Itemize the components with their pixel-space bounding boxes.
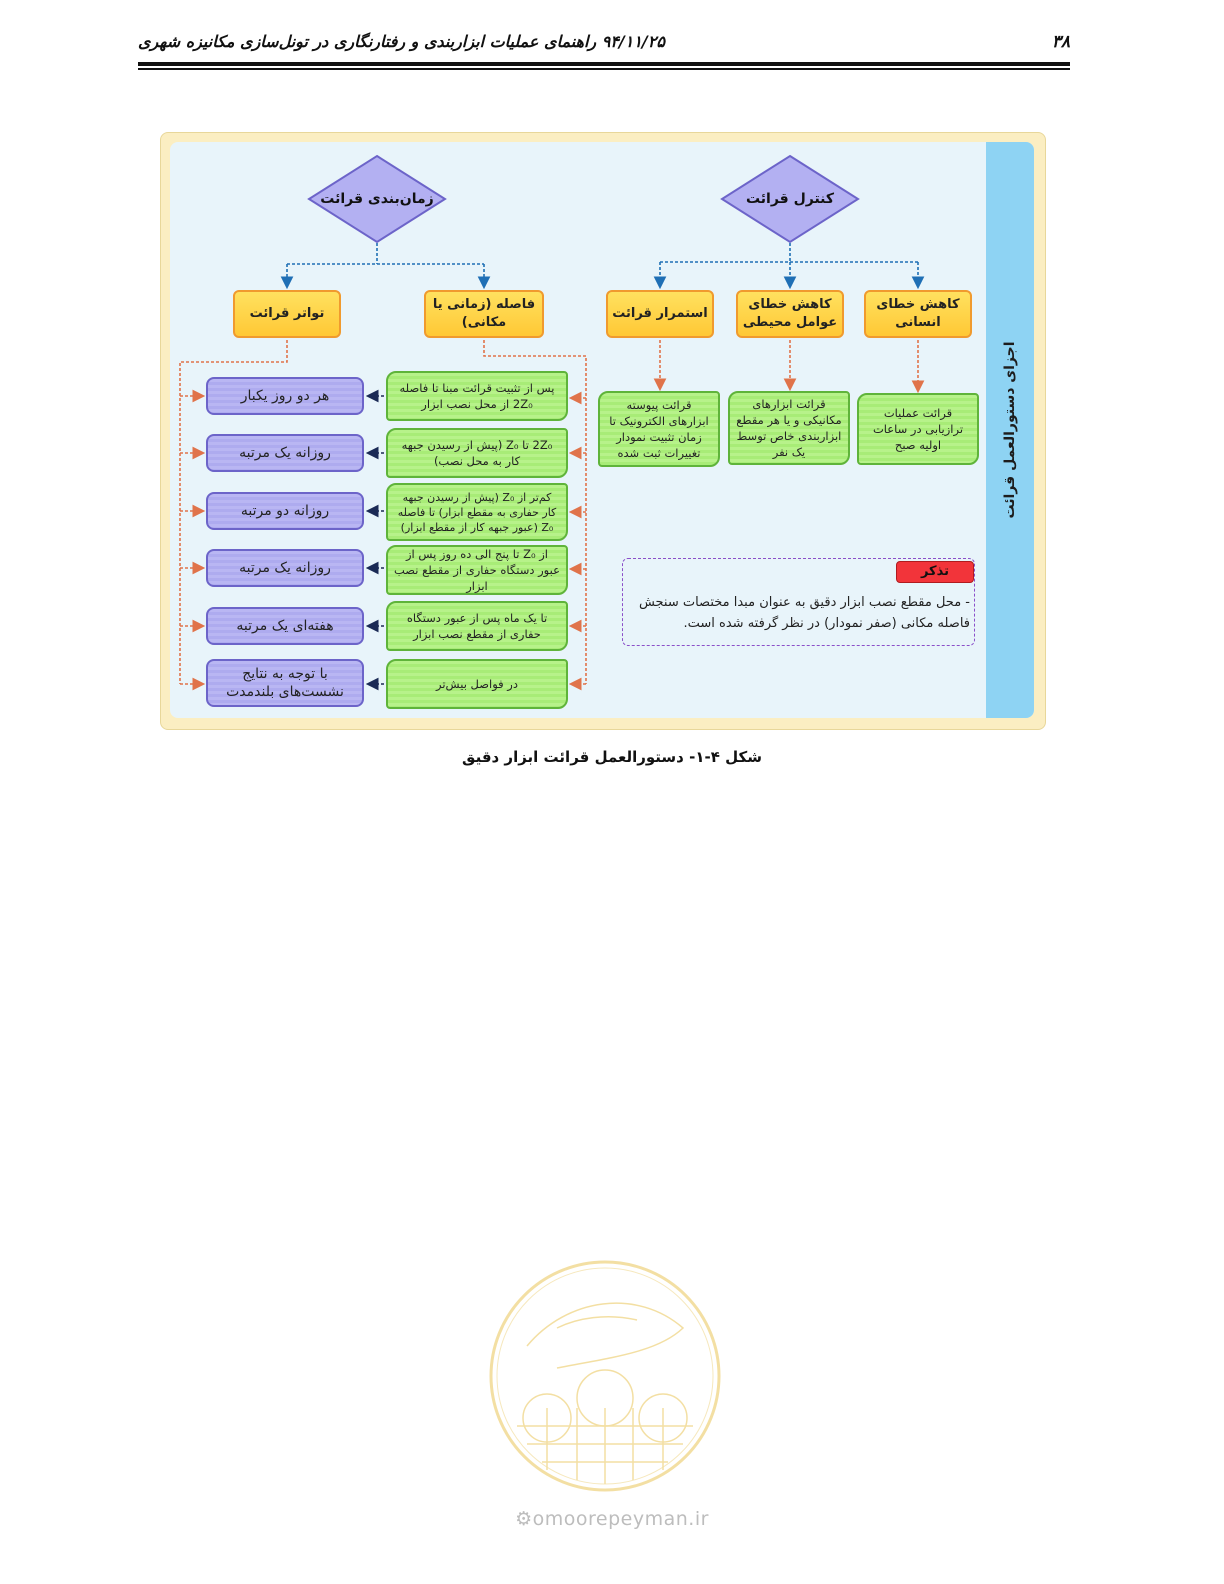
distance-row (386, 371, 568, 421)
distance-row (386, 601, 568, 651)
note-tag: تذکر (896, 561, 974, 583)
detail-text: قرائت ابزارهای مکانیکی و یا هر مقطع ابزاربندی خاص توسط یک نفر (736, 397, 842, 459)
distance-text: در فواصل بیش‌تر (436, 677, 518, 691)
watermark-logo-icon (487, 1258, 723, 1494)
detail-text: قرائت عملیات ترازیابی در ساعات اولیه صبح (872, 406, 964, 452)
distance-header (424, 290, 544, 338)
frequency-text: هفته‌ای یک مرتبه (236, 618, 334, 634)
branch-human-error (864, 290, 972, 338)
distance-text: 2Z₀ تا Z₀ (پیش از رسیدن جبهه کار به محل نصب) (401, 438, 553, 468)
distance-row (386, 545, 568, 595)
distance-header-label: فاصله (زمانی یا مکانی) (432, 297, 536, 330)
distance-row (386, 428, 568, 478)
frequency-row (206, 492, 364, 530)
frequency-row (206, 434, 364, 472)
frequency-row (206, 377, 364, 415)
watermark-site: ⚙omoorepeyman.ir (515, 1508, 709, 1530)
scheduling-diamond (307, 154, 447, 244)
sidebar-title: اجزای دستورالعمل قرائت (1002, 341, 1018, 519)
frequency-header-label: تواتر قرائت (249, 306, 325, 321)
distance-text: پس از تثبیت قرائت مبنا تا فاصله 2Z₀ از محل نصب ابزار (399, 381, 555, 411)
branch-continuity (606, 290, 714, 338)
watermark-site-text: omoorepeyman.ir (532, 1508, 709, 1530)
detail-continuity (598, 391, 720, 467)
distance-row (386, 483, 568, 541)
note-text: - محل مقطع نصب ابزار دقیق به عنوان مبدا مختصات سنجش فاصله مکانی (صفر نمودار) در نظر گرفته شده است. (638, 595, 970, 631)
control-title: کنترل قرائت (745, 191, 835, 207)
scheduling-title: زمان‌بندی قرائت (320, 191, 434, 207)
page-number: ۳۸ (1051, 32, 1070, 52)
branch-environment-error (736, 290, 844, 338)
note-box (622, 558, 975, 646)
detail-text: قرائت پیوسته ابزارهای الکترونیک تا زمان تثبیت نمودار تغییرات ثبت شده (609, 398, 709, 460)
branch-label: کاهش خطای عوامل محیطی (742, 297, 838, 330)
frequency-row (206, 549, 364, 587)
frequency-row (206, 659, 364, 707)
detail-human-error (857, 393, 979, 465)
branch-label: کاهش خطای انسانی (876, 297, 960, 330)
distance-text: کم‌تر از Z₀ (پیش از رسیدن جبهه کار حفاری به مقطع ابزار) تا فاصله Z₀ (عبور جبهه کار از مقطع ابزار) (397, 490, 557, 534)
branch-label: استمرار قرائت (612, 306, 708, 321)
figure-caption: شکل ۴-۱- دستورالعمل قرائت ابزار دقیق (462, 748, 762, 766)
running-title: ۹۴/۱۱/۲۵ راهنمای عملیات ابزاربندی و رفتارنگاری در تونل‌سازی مکانیزه شهری (138, 32, 665, 51)
frequency-text: روزانه یک مرتبه (239, 445, 331, 461)
distance-text: تا یک ماه پس از عبور دستگاه حفاری از مقطع نصب ابزار (406, 611, 548, 641)
detail-environment-error (728, 391, 850, 465)
distance-text: از Z₀ تا پنج الی ده روز پس از عبور دستگاه حفاری از مقطع نصب ابزار (394, 547, 560, 593)
frequency-text: روزانه یک مرتبه (239, 560, 331, 576)
frequency-header (233, 290, 341, 338)
frequency-text: روزانه دو مرتبه (240, 503, 330, 519)
frequency-text: هر دو روز یکبار (240, 388, 330, 404)
frequency-row (206, 607, 364, 645)
frequency-text: با توجه به نتایج نشست‌های بلندمدت (226, 666, 344, 700)
distance-row (386, 659, 568, 709)
control-diamond (720, 154, 860, 244)
